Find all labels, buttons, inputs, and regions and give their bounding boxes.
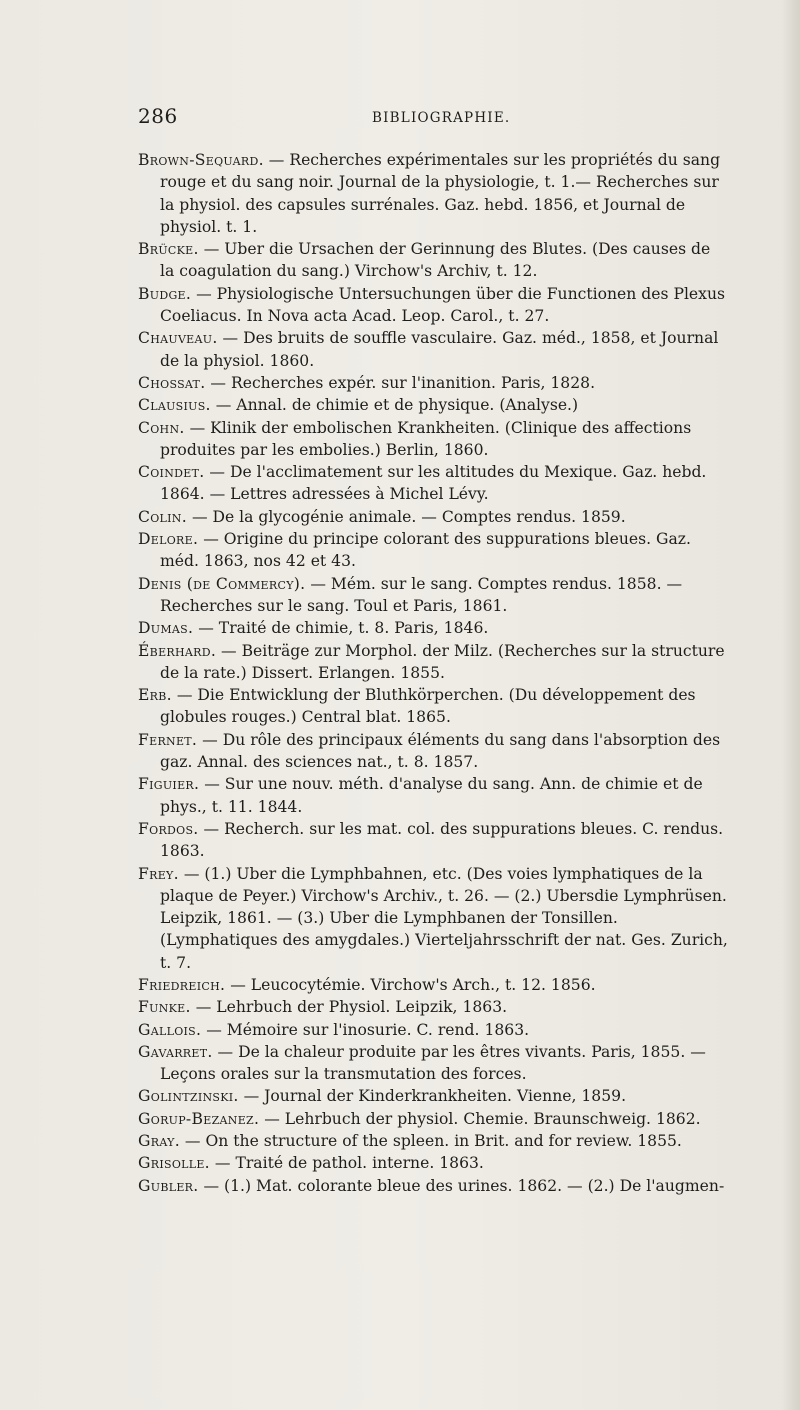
entry-author: Coindet. xyxy=(138,463,205,482)
entry-author: Budge. xyxy=(138,284,192,303)
bibliography-entry xyxy=(138,283,728,328)
entry-text: — Beiträge zur Morphol. der Milz. (Recherches sur la structure de la rate.) Dissert. Erlangen. 1855. xyxy=(160,641,725,682)
page-header xyxy=(138,104,698,134)
bibliography-entry xyxy=(138,417,728,462)
bibliography-entry xyxy=(138,528,728,573)
entry-author: Éberhard. xyxy=(138,641,217,660)
entry-author: Gavarret. xyxy=(138,1042,213,1061)
bibliography-entry xyxy=(138,974,728,996)
entry-text: — On the structure of the spleen. in Brit. and for review. 1855. xyxy=(179,1132,682,1151)
bibliography-entry xyxy=(138,773,728,818)
entry-author: Brown-Sequard. xyxy=(138,151,264,169)
bibliography-entry xyxy=(138,863,728,974)
entry-author: Dumas. xyxy=(138,619,194,638)
entry-author: Gorup-Bezanez. xyxy=(138,1109,260,1128)
page-number: 286 xyxy=(138,104,178,128)
entry-author: Erb. xyxy=(138,686,172,705)
bibliography-entry xyxy=(138,729,728,774)
entry-author: Grisolle. xyxy=(138,1154,210,1173)
entry-author: Gray. xyxy=(138,1132,180,1151)
bibliography-entry xyxy=(138,684,728,729)
entry-text: — Uber die Ursachen der Gerinnung des Blutes. (Des causes de la coagulation du sang.) Virchow's Archiv, t. 12. xyxy=(160,240,711,281)
entry-text: — Du rôle des principaux éléments du sang dans l'absorption des gaz. Annal. des sciences nat., t. 8. 1857. xyxy=(160,730,721,772)
entry-author: Chauveau. xyxy=(138,329,218,348)
bibliography-entry xyxy=(138,1041,728,1086)
bibliography-entry xyxy=(138,394,728,416)
entry-text: — Physiologische Untersuchungen über die Functionen des Plexus Coeliacus. In Nova acta Acad. Leop. Carol., t. 27. xyxy=(160,284,726,326)
entry-text: — (1.) Mat. colorante bleue des urines. 1862. — (2.) De l'augmen- xyxy=(198,1176,725,1195)
entry-author: Brücke. xyxy=(138,240,199,259)
entry-author: Golintzinski. xyxy=(138,1087,239,1106)
bibliography-entry xyxy=(138,1175,728,1197)
entry-author: Fordos. xyxy=(138,819,199,838)
entry-author: Denis (de Commercy). xyxy=(138,574,306,593)
bibliography-entry xyxy=(138,996,728,1018)
entry-text: — Lehrbuch der physiol. Chemie. Braunschweig. 1862. xyxy=(259,1109,701,1128)
entry-author: Gallois. xyxy=(138,1020,202,1039)
bibliography-entry xyxy=(138,617,728,639)
entry-author: Friedreich. xyxy=(138,975,226,994)
entry-author: Gubler. xyxy=(138,1176,199,1195)
entry-author: Chossat. xyxy=(138,373,206,392)
entry-text: — De la chaleur produite par les êtres vivants. Paris, 1855. — Leçons orales sur la transmutation des forces. xyxy=(160,1042,706,1084)
entry-text: — (1.) Uber die Lymphbahnen, etc. (Des voies lymphatiques de la plaque de Peyer.) Virchow's Archiv., t. 26. — (2.) Ubersdie Lymphrüsen. Leipzik, 1861. — (3.) Uber die Lymphbanen der Tonsillen. (Lymphatiques des amygdales.) Vierteljahrsschrift der nat. Ges. Zurich, t. 7. xyxy=(160,864,728,972)
entry-author: Figuier. xyxy=(138,775,200,794)
entry-text: — Journal der Kinderkrankheiten. Vienne, 1859. xyxy=(238,1087,627,1106)
bibliography-entry xyxy=(138,461,728,506)
entry-text: — Recherches expér. sur l'inanition. Paris, 1828. xyxy=(205,373,596,392)
entry-text: — Leucocytémie. Virchow's Arch., t. 12. 1856. xyxy=(225,975,596,994)
entry-text: — De la glycogénie animale. — Comptes rendus. 1859. xyxy=(186,507,626,526)
entry-text: — Mémoire sur l'inosurie. C. rend. 1863. xyxy=(201,1020,530,1039)
entry-author: Funke. xyxy=(138,998,191,1017)
entry-author: Delore. xyxy=(138,530,199,549)
entry-author: Frey. xyxy=(138,864,179,883)
entry-text: — Traité de pathol. interne. 1863. xyxy=(209,1154,484,1173)
bibliography-list xyxy=(138,149,728,1197)
entry-author: Colin. xyxy=(138,507,187,526)
bibliography-entry xyxy=(138,1152,728,1174)
bibliography-entry xyxy=(138,506,728,528)
bibliography-entry xyxy=(138,640,728,685)
bibliography-entry xyxy=(138,1085,728,1107)
entry-text: — Recherch. sur les mat. col. des suppurations bleues. C. rendus. 1863. xyxy=(160,819,724,861)
entry-text: — Die Entwicklung der Bluthkörperchen. (Du développement des globules rouges.) Central blat. 1865. xyxy=(160,686,696,727)
entry-author: Cohn. xyxy=(138,418,185,437)
entry-text: — Sur une nouv. méth. d'analyse du sang. Ann. de chimie et de phys., t. 11. 1844. xyxy=(160,775,703,816)
bibliography-entry xyxy=(138,149,728,238)
entry-text: — Mém. sur le sang. Comptes rendus. 1858. — Recherches sur le sang. Toul et Paris, 1861. xyxy=(160,574,683,615)
entry-text: — Des bruits de souffle vasculaire. Gaz. méd., 1858, et Journal de la physiol. 1860. xyxy=(160,329,719,370)
entry-author: Clausius. xyxy=(138,396,211,415)
running-head: BIBLIOGRAPHIE. xyxy=(372,110,511,126)
entry-text: — Lehrbuch der Physiol. Leipzik, 1863. xyxy=(190,998,508,1017)
entry-text: — Klinik der embolischen Krankheiten. (Clinique des affections produites par les embolies.) Berlin, 1860. xyxy=(160,418,692,459)
bibliography-entry xyxy=(138,1130,728,1152)
bibliography-entry xyxy=(138,1108,728,1130)
bibliography-entry xyxy=(138,573,728,618)
entry-text: — De l'acclimatement sur les altitudes du Mexique. Gaz. hebd. 1864. — Lettres adressées à Michel Lévy. xyxy=(160,463,707,504)
bibliography-entry xyxy=(138,327,728,372)
entry-text: — Origine du principe colorant des suppurations bleues. Gaz. méd. 1863, nos 42 et 43. xyxy=(160,530,691,571)
entry-text: — Traité de chimie, t. 8. Paris, 1846. xyxy=(193,619,489,638)
bibliography-entry xyxy=(138,818,728,863)
entry-author: Fernet. xyxy=(138,730,198,749)
bibliography-entry xyxy=(138,372,728,394)
entry-text: — Annal. de chimie et de physique. (Analyse.) xyxy=(210,396,579,415)
bibliography-entry xyxy=(138,238,728,283)
entry-text: — Recherches expérimentales sur les propriétés du sang rouge et du sang noir. Journal de la physiologie, t. 1.— Recherches sur la physiol. des capsules surrénales. Gaz. hebd. 1856, et Journal de physiol. t. 1. xyxy=(160,151,721,236)
page-edge-shadow xyxy=(782,0,800,1410)
bibliography-entry xyxy=(138,1019,728,1041)
